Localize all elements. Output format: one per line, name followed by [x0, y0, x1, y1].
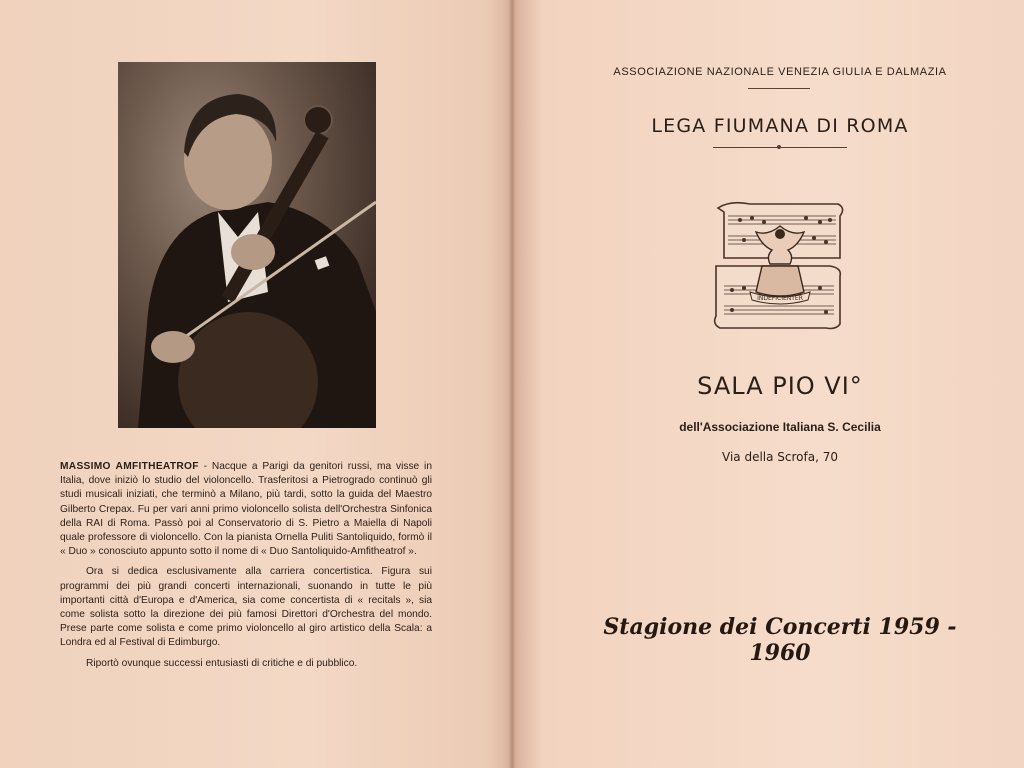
address: Via della Scrofa, 70 [722, 450, 838, 464]
artist-name: MASSIMO AMFITHEATROF [60, 461, 199, 472]
bio-paragraph-1-text: - Nacque a Parigi da genitori russi, ma visse in Italia, dove iniziò lo studio del violoncello. Trasferitosi a Pietrogrado continuò gli studi musicali iniziati, che terminò a Milano, più tardi, sotto la guida del Maestro Gilberto Crepax. Fu per vari anni primo violoncello solista dell'Orchestra Sinfonica della RAI di Roma. Passò poi al Conservatorio di S. Pietro a Maiella di Napoli quale professore di violoncello. Con la pianista Ornella Puliti Santoliquido, formò il « Duo » conosciuto appunto sotto il nome di « Duo Santoliquido-Amfitheatrof ». [60, 461, 432, 558]
lega-title: LEGA FIUMANA DI ROMA [651, 115, 909, 137]
association-subtitle: dell'Associazione Italiana S. Cecilia [679, 420, 881, 434]
cellist-photo [118, 62, 376, 428]
season-title: Stagione dei Concerti 1959 - 1960 [603, 614, 957, 666]
page-fold [508, 0, 516, 768]
divider-short [748, 88, 810, 89]
divider-dot [777, 145, 781, 149]
bio-paragraph-1 [60, 460, 432, 559]
biography-text [60, 460, 432, 677]
association-heading: ASSOCIAZIONE NAZIONALE VENEZIA GIULIA E DALMAZIA [613, 66, 947, 78]
bio-paragraph-3: Riportò ovunque successi entusiasti di critiche e di pubblico. [86, 657, 358, 669]
bio-paragraph-2: Ora si dedica esclusivamente alla carriera concertistica. Figura sui programmi dei più grandi concerti internazionali, suonando in tutte le più importanti città d'Europa e d'America, sia come concertista di « recitals », sia come solista sotto la direzione dei più famosi Direttori d'Orchestra del mondo. Prese parte come solista e come primo violoncello al giro artistico della Scala: a Londra ed al Festival di Edimburgo. [60, 566, 432, 649]
eagle-music-emblem [710, 196, 850, 336]
cellist-illustration [118, 62, 376, 428]
sala-title: SALA PIO VI° [697, 372, 863, 400]
emblem-motto: INDEFICIENTER [757, 295, 803, 302]
